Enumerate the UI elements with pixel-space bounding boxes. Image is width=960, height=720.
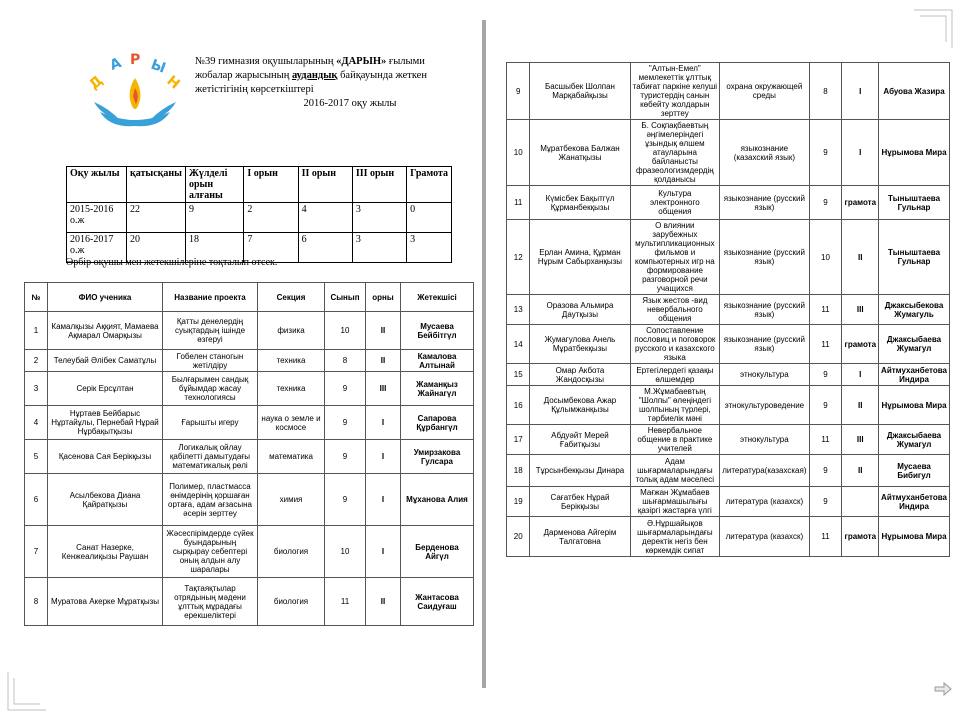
table-cell: 2015-2016 о.ж: [67, 203, 127, 233]
table-cell: 9: [325, 474, 366, 526]
table-cell: этнокультуроведение: [720, 386, 809, 425]
table-row: [507, 455, 950, 487]
table-cell: этнокультура: [720, 425, 809, 455]
table-cell: Камалова Алтынай: [401, 350, 474, 372]
table-cell: Айтмуханбетова Индира: [879, 487, 950, 517]
table-cell: 9: [507, 63, 530, 120]
table-cell: 5: [25, 440, 48, 474]
table-cell: 20: [126, 233, 185, 263]
table-cell: Нұрымова Мира: [879, 120, 950, 186]
table-cell: 9: [809, 186, 842, 220]
table-cell: I: [366, 526, 401, 578]
table-cell: 11: [809, 325, 842, 364]
header-cell-project: Название проекта: [163, 283, 258, 312]
table-cell: 9: [809, 120, 842, 186]
summary-row: [67, 203, 452, 233]
header-line-1: №39 гимназия оқушыларының «ДАРЫН» ғылыми: [195, 56, 425, 67]
table-cell: 12: [507, 220, 530, 295]
document-header: [195, 55, 465, 111]
logo-letter-3: Р: [130, 52, 141, 68]
table-cell: языкознание (русский язык): [720, 325, 809, 364]
table-cell: Телеубай Әлібек Саматұлы: [48, 350, 163, 372]
table-cell: Басшыбек Шолпан Марқабайқызы: [530, 63, 630, 120]
table-cell: 3: [352, 203, 406, 233]
table-cell: 8: [809, 63, 842, 120]
table-cell: 18: [507, 455, 530, 487]
corner-decoration-top-right: [914, 8, 954, 48]
table-cell: техника: [258, 372, 325, 406]
table-cell: Серік Ерсұлтан: [48, 372, 163, 406]
header-year: 2016-2017 оқу жылы: [303, 98, 397, 109]
table-cell: 10: [325, 526, 366, 578]
table-row: [25, 350, 474, 372]
table-cell: литература (казахск): [720, 487, 809, 517]
table-row: [507, 425, 950, 455]
table-cell: Сағатбек Нұрай Берікқызы: [530, 487, 630, 517]
summary-header-cell: қатысқаны: [126, 167, 185, 203]
table-cell: Гобелен станогын жетілдіру: [163, 350, 258, 372]
table-row: [25, 474, 474, 526]
table-cell: 0: [407, 203, 452, 233]
table-row: [507, 386, 950, 425]
table-cell: Жәсеспірімдерде сүйек буындарының сырқырау себептері оның алдын алу шаралары: [163, 526, 258, 578]
table-cell: 9: [809, 386, 842, 425]
table-cell: биология: [258, 578, 325, 626]
table-cell: Абуова Жазира: [879, 63, 950, 120]
table-cell: Джаксыбекова Жумагуль: [879, 295, 950, 325]
table-cell: Қасенова Сая Берікқызы: [48, 440, 163, 474]
table-cell: 3: [25, 372, 48, 406]
table-cell: 10: [325, 312, 366, 350]
table-cell: 3: [407, 233, 452, 263]
table-cell: Муратова Акерке Мұратқызы: [48, 578, 163, 626]
summary-header-cell: Жүлделі орын алғаны: [185, 167, 243, 203]
table-cell: охрана окружающей среды: [720, 63, 809, 120]
header-cell-place: орны: [366, 283, 401, 312]
table-cell: литература(казахская): [720, 455, 809, 487]
table-cell: 16: [507, 386, 530, 425]
logo-letter-4: Ы: [148, 56, 168, 77]
table-cell: Нұртаев Бейбарыс Нұртайұлы, Пернебай Нұрай Нұрбақытқызы: [48, 406, 163, 440]
table-cell: Оразова Альмира Даутқызы: [530, 295, 630, 325]
table-cell: I: [842, 364, 879, 386]
table-cell: 11: [507, 186, 530, 220]
table-cell: Полимер, пластмасса өнімдерінің қоршаған ортаға, адам ағзасына әсерін зерттеу: [163, 474, 258, 526]
note-text: Әрбір оқушы мен жетекшілеріне тоқталып өтсек.: [66, 257, 278, 268]
table-cell: Камалқызы Аққият, Мамаева Ақмарал Омарқызы: [48, 312, 163, 350]
table-cell: Омар Акбота Жандосқызы: [530, 364, 630, 386]
table-row: [25, 440, 474, 474]
summary-header-cell: Грамота: [407, 167, 452, 203]
table-cell: III: [842, 295, 879, 325]
table-cell: литература (казахск): [720, 517, 809, 557]
logo-letter-1: Д: [86, 72, 107, 94]
table-cell: Адам шығармаларындағы толық адам мәселесі: [630, 455, 720, 487]
table-cell: 11: [325, 578, 366, 626]
table-cell: Сапарова Құрбангүл: [401, 406, 474, 440]
summary-header-cell: II орын: [298, 167, 352, 203]
table-cell: 14: [507, 325, 530, 364]
table-cell: 10: [507, 120, 530, 186]
table-cell: II: [842, 220, 879, 295]
table-cell: Қатты денелердің суықтардың ішінде өзгеруі: [163, 312, 258, 350]
table-cell: Логикалық ойлау қабілетті дамытудағы математикалық рөлі: [163, 440, 258, 474]
table-row: [25, 526, 474, 578]
table-cell: 9: [325, 372, 366, 406]
header-cell-supervisor: Жетекшісі: [401, 283, 474, 312]
table-cell: 9: [809, 364, 842, 386]
table-cell: техника: [258, 350, 325, 372]
table-row: [25, 406, 474, 440]
table-cell: 9: [185, 203, 243, 233]
table-cell: Абдуәйт Мерей Ғабитқызы: [530, 425, 630, 455]
table-cell: 9: [325, 406, 366, 440]
table-row: [507, 517, 950, 557]
table-cell: Ерлан Амина, Құрман Нұрым Сабырханқызы: [530, 220, 630, 295]
table-cell: Дарменова Айгерім Талгатовна: [530, 517, 630, 557]
table-row: [507, 220, 950, 295]
table-cell: 20: [507, 517, 530, 557]
table-cell: 11: [809, 517, 842, 557]
table-cell: Джаксыбаева Жумагул: [879, 425, 950, 455]
table-cell: биология: [258, 526, 325, 578]
table-row: [507, 364, 950, 386]
table-cell: Мұратбекова Балжан Жанатқызы: [530, 120, 630, 186]
darin-logo: [80, 50, 190, 130]
table-cell: Асылбекова Диана Қайратқызы: [48, 474, 163, 526]
table-cell: физика: [258, 312, 325, 350]
table-cell: 4: [25, 406, 48, 440]
table-cell: Санат Назерке, Кенжеалиқызы Раушан: [48, 526, 163, 578]
table-cell: 17: [507, 425, 530, 455]
table-cell: Жумагулова Анель Мұратбекқызы: [530, 325, 630, 364]
table-cell: 1: [25, 312, 48, 350]
table-cell: Культура электронного общения: [630, 186, 720, 220]
table-cell: I: [366, 440, 401, 474]
center-divider: [482, 20, 486, 688]
table-cell: 9: [325, 440, 366, 474]
table-cell: "Алтын-Емел" мемлекеттік ұлттық табиғат паркіне келуші туристердің санын көбейту жолдарын зерттеу: [630, 63, 720, 120]
table-row: [507, 325, 950, 364]
table-cell: Тыныштаева Гульнар: [879, 186, 950, 220]
table-cell: наука о земле и космосе: [258, 406, 325, 440]
summary-table: [66, 166, 452, 263]
table-row: [507, 120, 950, 186]
table-cell: Жаманқыз Жайнагүл: [401, 372, 474, 406]
table-cell: 7: [244, 233, 298, 263]
table-row: [507, 487, 950, 517]
table-cell: [842, 487, 879, 517]
table-cell: математика: [258, 440, 325, 474]
logo-letter-2: А: [107, 55, 124, 74]
table-cell: 2: [244, 203, 298, 233]
table-cell: 13: [507, 295, 530, 325]
table-cell: грамота: [842, 325, 879, 364]
summary-header-row: [67, 167, 452, 203]
table-cell: 4: [298, 203, 352, 233]
main-header-row: [25, 283, 474, 312]
table-cell: грамота: [842, 186, 879, 220]
table-cell: I: [842, 120, 879, 186]
table-cell: Мағжан Жұмабаев шығармашылығы қазіргі жастарға үлгі: [630, 487, 720, 517]
header-cell-section: Секция: [258, 283, 325, 312]
table-cell: 19: [507, 487, 530, 517]
table-cell: Язык жестов -вид невербального общения: [630, 295, 720, 325]
table-cell: Берденова Айгүл: [401, 526, 474, 578]
table-cell: Тыныштаева Гульнар: [879, 220, 950, 295]
table-cell: языкознание (русский язык): [720, 295, 809, 325]
table-cell: II: [366, 312, 401, 350]
table-cell: Ғарышты игеру: [163, 406, 258, 440]
table-cell: Сопоставление пословиц и поговорок русского и казахского языка: [630, 325, 720, 364]
table-cell: Күмісбек Бақытгүл Құрманбекқызы: [530, 186, 630, 220]
table-cell: II: [366, 578, 401, 626]
table-cell: 10: [809, 220, 842, 295]
table-cell: Умирзакова Гулсара: [401, 440, 474, 474]
table-cell: языкознание (русский язык): [720, 186, 809, 220]
table-cell: языкознание (казахский язык): [720, 120, 809, 186]
logo-letter-5: Н: [163, 72, 183, 93]
table-cell: 8: [325, 350, 366, 372]
table-cell: 6: [298, 233, 352, 263]
header-line-3: жетістігінің көрсеткіштері: [195, 84, 314, 95]
header-cell-student: ФИО ученика: [48, 283, 163, 312]
table-cell: II: [842, 455, 879, 487]
table-row: [25, 372, 474, 406]
table-cell: Невербальное общение в практике учителей: [630, 425, 720, 455]
table-cell: Айтмуханбетова Индира: [879, 364, 950, 386]
table-cell: Жантасова Саидуғаш: [401, 578, 474, 626]
table-cell: Былғарымен сандық бұйымдар жасау технологиясы: [163, 372, 258, 406]
corner-decoration-bottom-left: [6, 672, 46, 712]
table-cell: Тұрсынбекқызы Динара: [530, 455, 630, 487]
table-cell: 6: [25, 474, 48, 526]
table-cell: 3: [352, 233, 406, 263]
table-row: [25, 578, 474, 626]
table-cell: Б. Соқпақбаевтың әңгімелеріндегі ұзындық өлшем атауларына байланысты фразеологизмдердің қолданысы: [630, 120, 720, 186]
table-cell: 11: [809, 425, 842, 455]
table-cell: 18: [185, 233, 243, 263]
table-cell: I: [842, 63, 879, 120]
table-cell: Мусаева Бибигул: [879, 455, 950, 487]
table-cell: химия: [258, 474, 325, 526]
table-cell: 9: [809, 487, 842, 517]
table-cell: 15: [507, 364, 530, 386]
header-cell-grade: Сынып: [325, 283, 366, 312]
table-cell: 7: [25, 526, 48, 578]
table-cell: 22: [126, 203, 185, 233]
table-cell: М.Жұмабаевтың "Шолпы" өлеңіндегі шолпының түрлері, тәрбиелік мәні: [630, 386, 720, 425]
summary-header-cell: III орын: [352, 167, 406, 203]
table-cell: III: [842, 425, 879, 455]
table-cell: Тақтаяқтылар отрядының мәдени ұлттық мұрадағы ерекшеліктері: [163, 578, 258, 626]
table-cell: Нұрымова Мира: [879, 517, 950, 557]
table-cell: языкознание (русский язык): [720, 220, 809, 295]
participants-table-right: [506, 62, 950, 557]
table-cell: III: [366, 372, 401, 406]
table-cell: I: [366, 406, 401, 440]
table-cell: Мусаева Бейбітгүл: [401, 312, 474, 350]
table-cell: Ертегілердегі қазақы өлшемдер: [630, 364, 720, 386]
table-cell: 9: [809, 455, 842, 487]
table-cell: II: [842, 386, 879, 425]
table-cell: грамота: [842, 517, 879, 557]
table-row: [25, 312, 474, 350]
summary-header-cell: Оқу жылы: [67, 167, 127, 203]
table-cell: 11: [809, 295, 842, 325]
table-cell: Мұханова Алия: [401, 474, 474, 526]
summary-header-cell: I орын: [244, 167, 298, 203]
table-row: [507, 63, 950, 120]
table-cell: 2016-2017 о.ж: [67, 233, 127, 263]
table-cell: 8: [25, 578, 48, 626]
header-cell-number: №: [25, 283, 48, 312]
table-cell: Джаксыбаева Жумагул: [879, 325, 950, 364]
table-cell: этнокультура: [720, 364, 809, 386]
table-cell: 2: [25, 350, 48, 372]
table-row: [507, 186, 950, 220]
table-cell: О влиянии зарубежных мультипликационных фильмов и компьютерных игр на формирование разговорной речи учащихся: [630, 220, 720, 295]
table-cell: Ә.Нұршайықов шығармаларындағы деректік негіз бен көркемдік сипат: [630, 517, 720, 557]
table-cell: Нұрымова Мира: [879, 386, 950, 425]
participants-table-left: [24, 282, 474, 626]
header-line-2: жобалар жарысының аудандық байқауында жеткен: [195, 70, 427, 81]
table-cell: II: [366, 350, 401, 372]
next-slide-icon[interactable]: [934, 682, 952, 696]
table-cell: I: [366, 474, 401, 526]
table-row: [507, 295, 950, 325]
table-cell: Досымбекова Ажар Құлымжанқызы: [530, 386, 630, 425]
